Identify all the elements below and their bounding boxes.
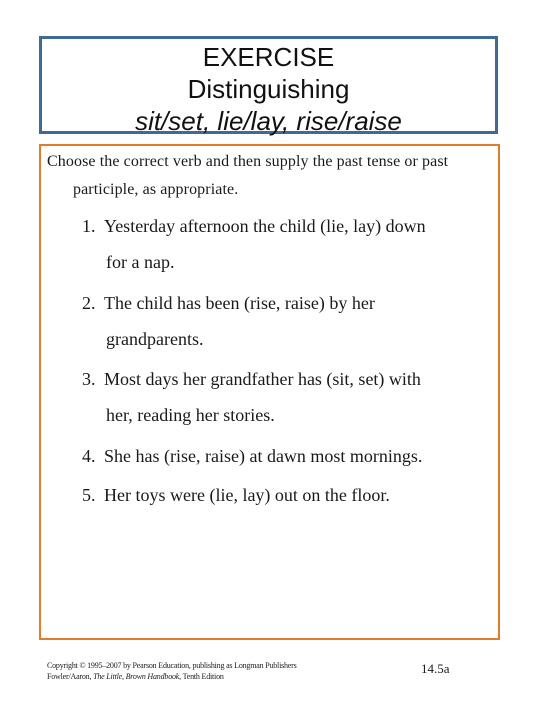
item-text: She has (rise, raise) at dawn most mornings. bbox=[104, 446, 423, 466]
item-text-continued: for a nap. bbox=[106, 252, 175, 272]
item-number: 5. bbox=[82, 485, 96, 505]
exercise-item-3 bbox=[82, 361, 482, 433]
item-number: 4. bbox=[82, 446, 96, 466]
exercise-item-2 bbox=[82, 285, 482, 357]
instructions-line-1: Choose the correct verb and then supply the past tense or past bbox=[47, 153, 449, 170]
edition: , Tenth Edition bbox=[179, 672, 224, 681]
item-number: 3. bbox=[82, 369, 96, 389]
exercise-item-4 bbox=[82, 438, 482, 474]
authors: Fowler/Aaron, bbox=[47, 672, 94, 681]
exercise-item-1 bbox=[82, 208, 482, 280]
item-number: 2. bbox=[82, 293, 96, 313]
title-line-3: sit/set, lie/lay, rise/raise bbox=[135, 106, 402, 136]
title-line-1: EXERCISE bbox=[202, 42, 335, 72]
attribution-line bbox=[47, 671, 297, 682]
item-text-continued: her, reading her stories. bbox=[106, 405, 275, 425]
copyright-line: Copyright © 1995–2007 by Pearson Education, publishing as Longman Publishers bbox=[47, 661, 297, 670]
slide-number: 14.5a bbox=[421, 661, 450, 676]
title-line-2: Distinguishing bbox=[187, 74, 350, 104]
book-title: The Little, Brown Handbook bbox=[93, 672, 180, 681]
item-text: Most days her grandfather has (sit, set) with bbox=[104, 369, 421, 389]
item-text: Her toys were (lie, lay) out on the floor. bbox=[104, 485, 390, 505]
exercise-item-5 bbox=[82, 477, 482, 513]
item-text: Yesterday afternoon the child (lie, lay) down bbox=[104, 216, 426, 236]
item-number: 1. bbox=[82, 216, 96, 236]
instructions bbox=[47, 148, 497, 204]
footer-credits bbox=[47, 660, 297, 682]
item-text-continued: grandparents. bbox=[106, 329, 204, 349]
item-text: The child has been (rise, raise) by her bbox=[104, 293, 375, 313]
instructions-line-2: participle, as appropriate. bbox=[73, 181, 239, 198]
title-box bbox=[39, 36, 498, 134]
